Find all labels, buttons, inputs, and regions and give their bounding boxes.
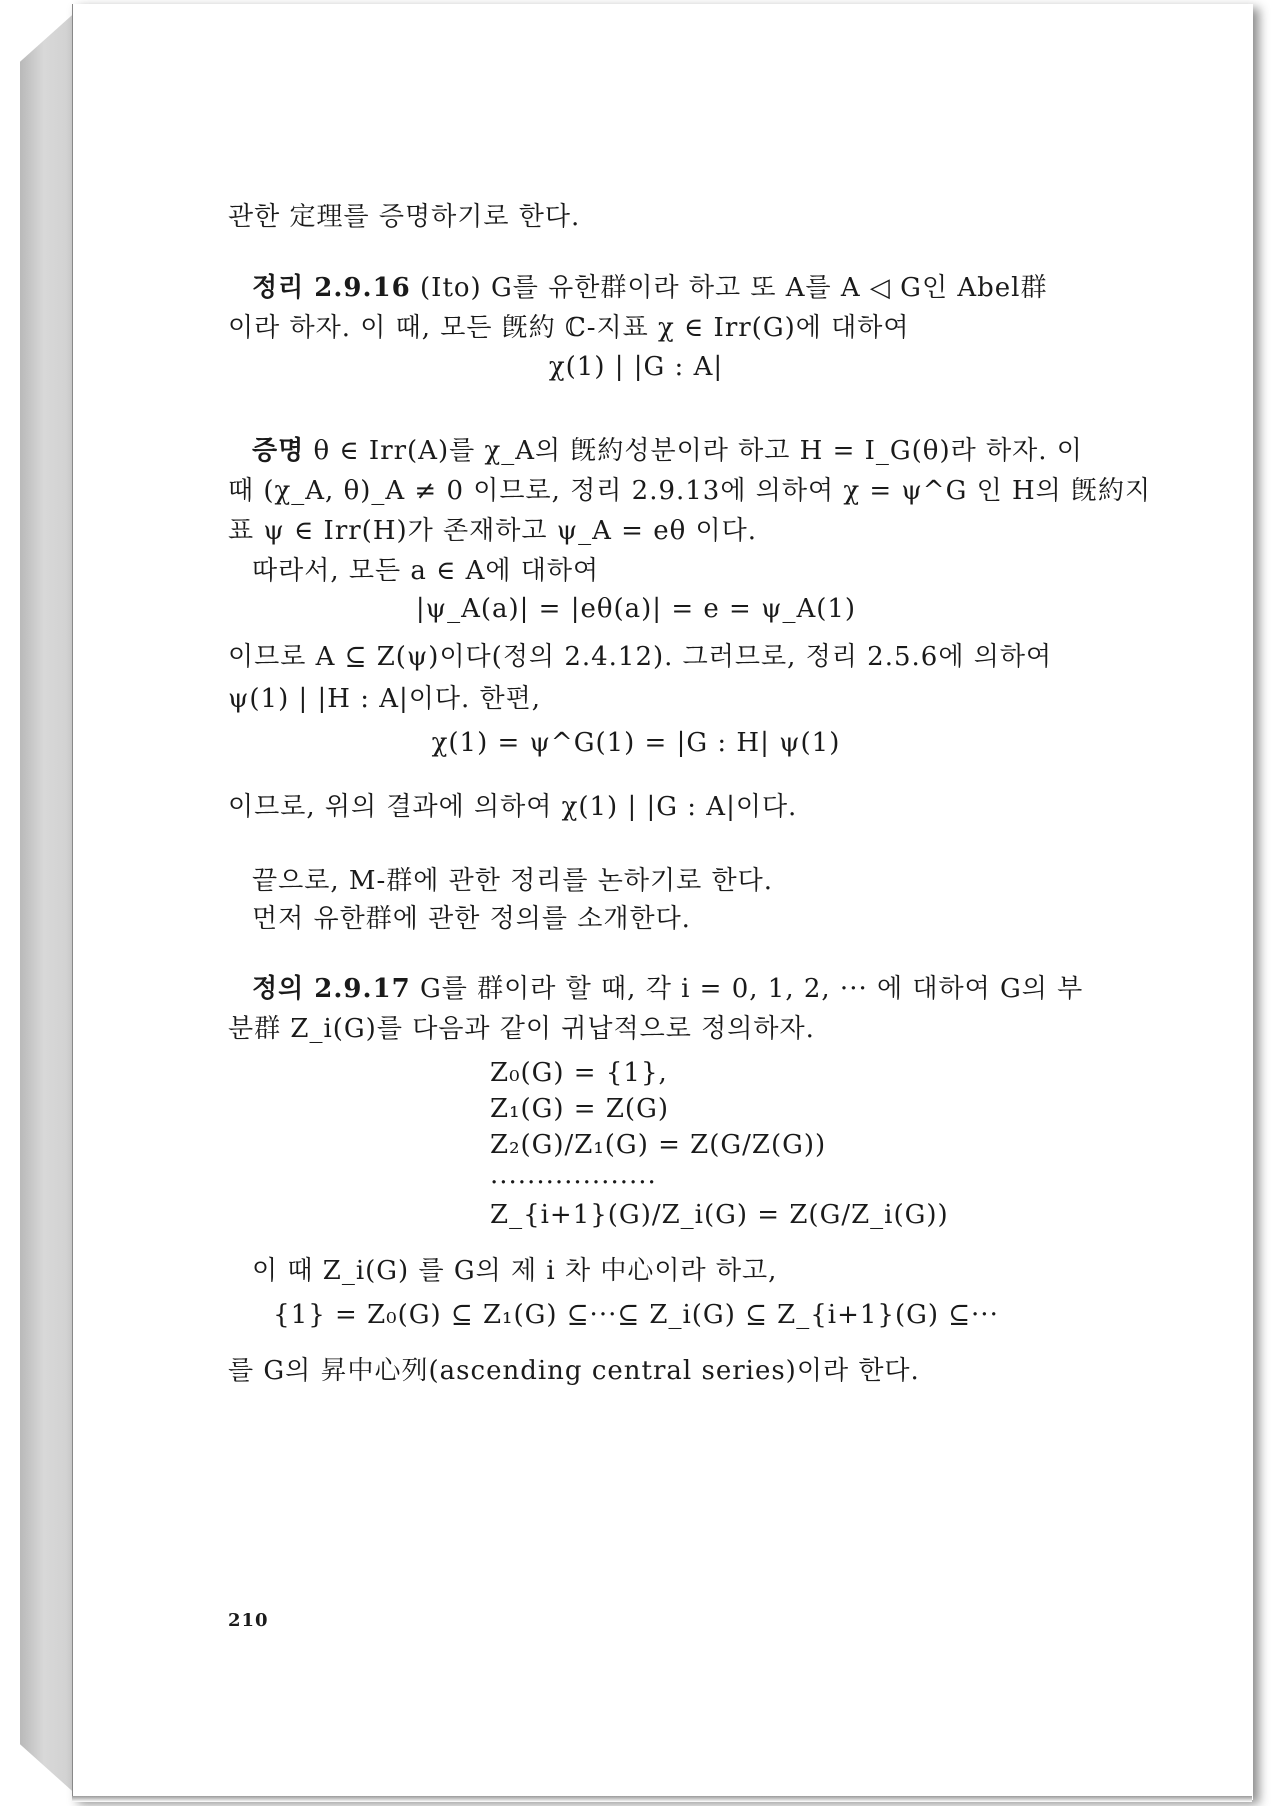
proof-text: θ ∈ Irr(A)를 χ_A의 旣約성분이라 하고 H = I_G(θ)라 하자. 이 [304,436,1083,466]
text-line: 이므로, 위의 결과에 의하여 χ(1) | |G : A|이다. [228,792,798,822]
definition-label: 정의 2.9.17 [252,974,411,1004]
page-shadow [72,1796,1252,1802]
equation: χ(1) | |G : A| [548,352,724,382]
equation: χ(1) = ψ^G(1) = |G : H| ψ(1) [431,728,841,758]
text-line: 이 때 Z_i(G) 를 G의 제 i 차 中心이라 하고, [252,1256,778,1286]
text-line: 를 G의 昇中心列(ascending central series)이라 한다. [228,1356,920,1386]
equation: {1} = Z₀(G) ⊆ Z₁(G) ⊆···⊆ Z_i(G) ⊆ Z_{i+1}(G) ⊆··· [273,1300,999,1330]
equation: |ψ_A(a)| = |eθ(a)| = e = ψ_A(1) [415,594,857,624]
text-line: ψ(1) | |H : A|이다. 한편, [228,684,542,714]
text-line: 표 ψ ∈ Irr(H)가 존재하고 ψ_A = eθ 이다. [228,516,758,546]
text-line: 이라 하자. 이 때, 모든 旣約 ℂ-지표 χ ∈ Irr(G)에 대하여 [228,313,910,343]
equation: Z₀(G) = {1}, [490,1058,668,1088]
text-line: 먼저 유한群에 관한 정의를 소개한다. [252,904,691,934]
book-spine [20,8,80,1798]
text-line: 때 (χ_A, θ)_A ≠ 0 이므로, 정리 2.9.13에 의하여 χ = ψ^G 인 H의 旣約지 [228,476,1152,506]
text-line: 따라서, 모든 a ∈ A에 대하여 [252,556,600,586]
text-line: 끝으로, M-群에 관한 정리를 논하기로 한다. [252,866,774,896]
proof-heading [252,430,1083,467]
definition-text: G를 群이라 할 때, 각 i = 0, 1, 2, ··· 에 대하여 G의 부 [410,974,1084,1004]
equation: Z_{i+1}(G)/Z_i(G) = Z(G/Z_i(G)) [490,1200,949,1230]
ellipsis-line: .................. [490,1160,657,1190]
text-line: 분群 Z_i(G)를 다음과 같이 귀납적으로 정의하자. [228,1014,815,1044]
theorem-label: 정리 2.9.16 [252,273,411,303]
proof-label: 증명 [252,436,305,466]
text-line: 관한 定理를 증명하기로 한다. [228,202,581,232]
definition-heading [252,968,1083,1005]
page-number: 210 [228,1610,269,1631]
equation: Z₂(G)/Z₁(G) = Z(G/Z(G)) [490,1130,827,1160]
text-line: 이므로 A ⊆ Z(ψ)이다(정의 2.4.12). 그러므로, 정리 2.5.6에 의하여 [228,642,1053,672]
equation: Z₁(G) = Z(G) [490,1094,669,1124]
theorem-heading [252,267,1047,304]
theorem-text: (Ito) G를 유한群이라 하고 또 A를 A ◁ G인 Abel群 [410,273,1048,303]
